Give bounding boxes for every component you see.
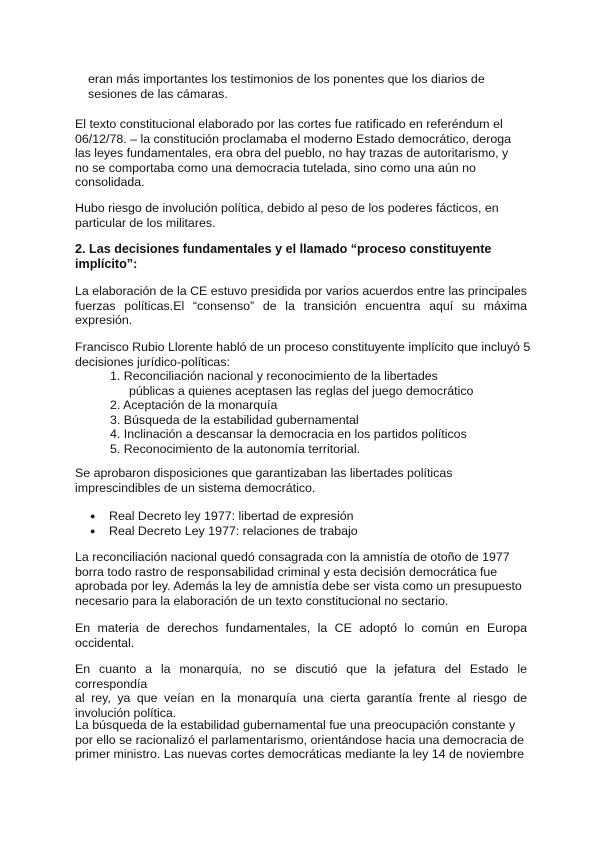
text-line: particular de los militares. [75, 215, 216, 230]
text-line: Francisco Rubio Llorente habló de un proceso constituyente implícito que incluyó 5 [75, 340, 531, 354]
paragraph-fundamental-rights [75, 621, 527, 650]
paragraph-constitution-ratified [75, 117, 511, 190]
text-line: sesiones de las cámaras. [88, 86, 228, 101]
text-line: fuerzas políticas.El “consenso” de la transición encuentra aquí su máxima [75, 298, 527, 313]
list-item: 3. Búsqueda de la estabilidad gubernamental [110, 412, 359, 427]
list-item [90, 509, 490, 524]
text-line: Se aprobaron disposiciones que garantizaban las libertades políticas [75, 466, 453, 480]
bullet-icon: ● [90, 511, 96, 521]
heading-line: implícito”: [75, 256, 138, 271]
text-line: no se comportaba como una democracia tutelada, sino como una aún no [75, 160, 476, 175]
paragraph-continuation [88, 72, 485, 101]
text-line: primer ministro. Las nuevas cortes democráticas mediante la ley 14 de noviembre [75, 747, 525, 762]
text-line: La reconciliación nacional quedó consagrada con la amnistía de otoño de 1977 [75, 550, 510, 564]
text-line: expresión. [75, 313, 133, 328]
text-line: La búsqueda de la estabilidad gubernamental fue una preocupación constante y [75, 718, 516, 732]
paragraph-government-stability [75, 718, 524, 762]
list-item: 4. Inclinación a descansar la democracia en los partidos políticos [110, 427, 467, 442]
text-line: occidental. [75, 635, 135, 650]
text-line: El texto constitucional elaborado por las cortes fue ratificado en referéndum el [75, 117, 503, 131]
list-item-text: Real Decreto Ley 1977: relaciones de trabajo [109, 523, 358, 538]
text-line: por ello se racionalizó el parlamentarismo, orientándose hacia una democracia de [75, 732, 525, 747]
paragraph-consensus [75, 284, 527, 328]
text-line: imprescindibles de un sistema democrático. [75, 480, 316, 495]
text-line: necesario para la elaboración de un texto constitucional no sectario. [75, 593, 449, 608]
section-heading [75, 242, 491, 271]
list-item: 2. Aceptación de la monarquía [110, 398, 278, 413]
text-line: En cuanto a la monarquía, no se discutió que la jefatura del Estado le correspondía [75, 662, 527, 691]
text-line: Hubo riesgo de involución política, debido al peso de los poderes fácticos, en [75, 201, 499, 215]
text-line: 06/12/78. – la constitución proclamaba el moderno Estado democrático, deroga [75, 131, 512, 146]
list-item: 1. Reconciliación nacional y reconocimiento de la libertades [110, 369, 438, 383]
text-line: consolidada. [75, 175, 145, 190]
paragraph-amnesty [75, 550, 522, 608]
text-line: La elaboración de la CE estuvo presidida por varios acuerdos entre las principales [75, 284, 527, 298]
list-item-continuation: públicas a quienes aceptasen las reglas del juego democrático [129, 383, 474, 398]
text-line: borra todo rastro de responsabilidad criminal y esta decisión democrática fue [75, 564, 498, 579]
text-line: involución política. [75, 705, 177, 720]
decisions-list [110, 369, 473, 457]
paragraph-rubio-llorente [75, 340, 530, 369]
text-line: decisiones jurídico-políticas: [75, 354, 230, 369]
list-item: 5. Reconocimiento de la autonomía territorial. [110, 441, 361, 456]
text-line: las leyes fundamentales, era obra del pueblo, no hay trazas de autoritarismo, y [75, 146, 509, 161]
text-line: eran más importantes los testimonios de los ponentes que los diarios de [88, 72, 485, 86]
list-item [90, 524, 490, 539]
text-line: al rey, ya que veían en la monarquía una cierta garantía frente al riesgo de [75, 691, 527, 706]
text-line: En materia de derechos fundamentales, la CE adoptó lo común en Europa [75, 621, 527, 635]
bullet-icon: ● [90, 525, 96, 536]
decree-bullet-list [90, 509, 490, 538]
paragraph-involution-risk [75, 201, 499, 230]
text-line: aprobada por ley. Además la ley de amnistía debe ser vista como un presupuesto [75, 579, 522, 594]
heading-line: 2. Las decisiones fundamentales y el llamado “proceso constituyente [75, 242, 492, 256]
paragraph-dispositions [75, 466, 452, 495]
list-item-text: Real Decreto ley 1977: libertad de expresión [109, 509, 354, 523]
paragraph-monarchy [75, 662, 527, 720]
